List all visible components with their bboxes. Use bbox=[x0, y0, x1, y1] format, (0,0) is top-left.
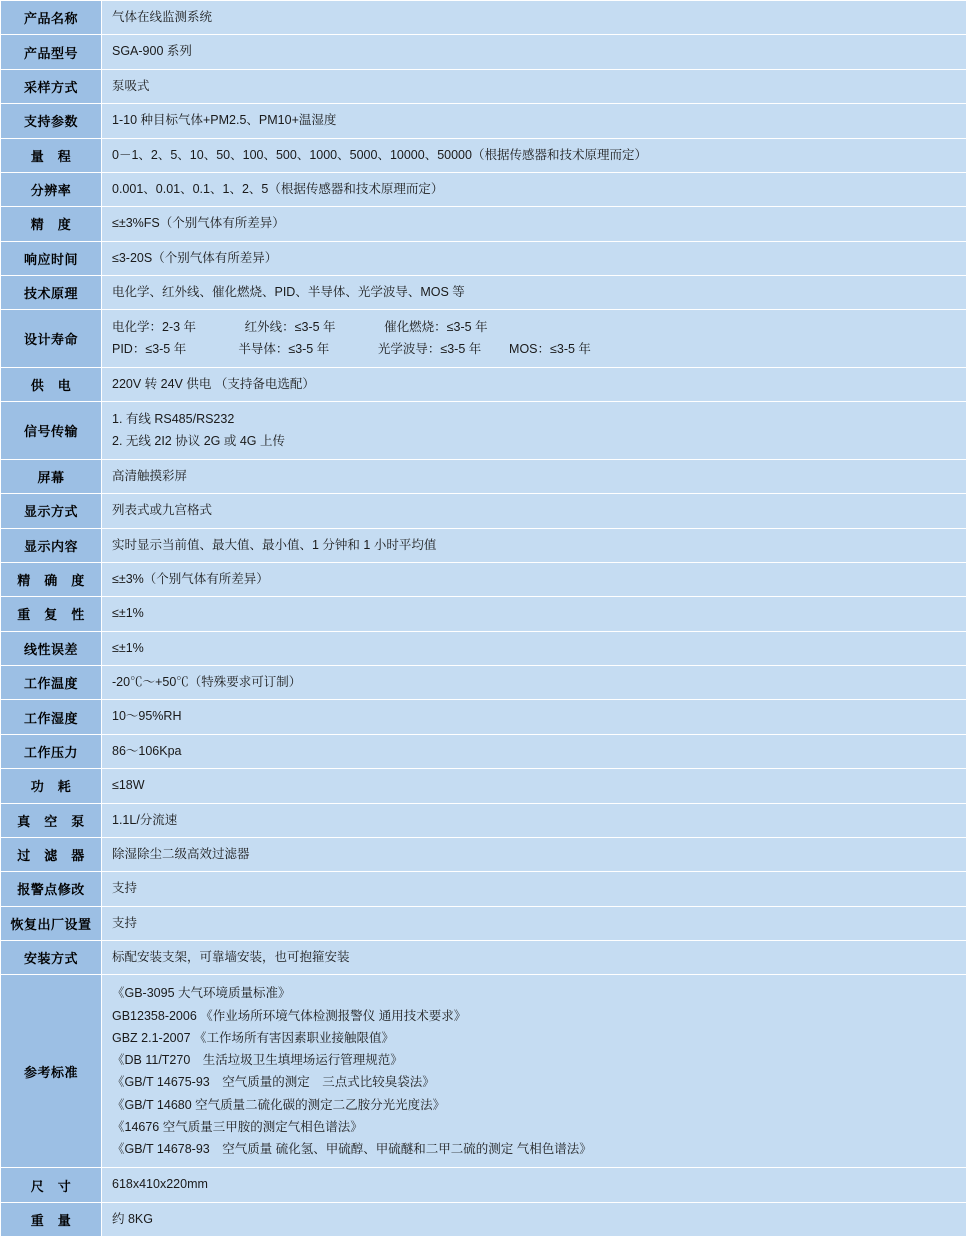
row-value bbox=[102, 700, 967, 734]
value-line: ≤±1% bbox=[112, 606, 144, 621]
specification-table-body bbox=[1, 1, 967, 1237]
table-row bbox=[1, 528, 967, 562]
row-label: 采样方式 bbox=[1, 69, 102, 103]
value-line: 电化学：2-3 年 红外线：≤3-5 年 催化燃烧：≤3-5 年 bbox=[112, 320, 488, 335]
value-line: ≤±1% bbox=[112, 640, 144, 655]
table-row bbox=[1, 207, 967, 241]
table-row bbox=[1, 734, 967, 768]
row-label: 分辨率 bbox=[1, 172, 102, 206]
row-label: 显示内容 bbox=[1, 528, 102, 562]
row-label: 尺 寸 bbox=[1, 1168, 102, 1202]
table-row bbox=[1, 310, 967, 368]
row-label: 真 空 泵 bbox=[1, 803, 102, 837]
row-value bbox=[102, 906, 967, 940]
row-value bbox=[102, 367, 967, 401]
table-row bbox=[1, 597, 967, 631]
value-line: 《GB/T 14680 空气质量二硫化碳的测定二乙胺分光光度法》 bbox=[112, 1097, 446, 1112]
row-value bbox=[102, 803, 967, 837]
value-line: GB12358-2006 《作业场所环境气体检测报警仪 通用技术要求》 bbox=[112, 1008, 467, 1023]
row-label: 功 耗 bbox=[1, 769, 102, 803]
value-line: 2. 无线 2I2 协议 2G 或 4G 上传 bbox=[112, 433, 285, 448]
value-line: GBZ 2.1-2007 《工作场所有害因素职业接触限值》 bbox=[112, 1030, 394, 1045]
row-value bbox=[102, 172, 967, 206]
value-line: 《14676 空气质量三甲胺的测定气相色谱法》 bbox=[112, 1119, 363, 1134]
row-label: 工作温度 bbox=[1, 666, 102, 700]
value-line: 标配安装支架，可靠墙安装，也可抱箍安装 bbox=[112, 950, 350, 964]
value-line: 除湿除尘二级高效过滤器 bbox=[112, 846, 250, 861]
table-row bbox=[1, 941, 967, 975]
value-line: 0.001、0.01、0.1、1、2、5（根据传感器和技术原理而定） bbox=[112, 181, 444, 196]
row-value bbox=[102, 769, 967, 803]
row-label: 工作湿度 bbox=[1, 700, 102, 734]
table-row bbox=[1, 241, 967, 275]
value-line: 支持 bbox=[112, 915, 138, 930]
value-line: 618x410x220mm bbox=[112, 1177, 208, 1192]
row-value bbox=[102, 1, 967, 35]
row-value bbox=[102, 402, 967, 460]
value-line: 实时显示当前值、最大值、最小值、1 分钟和 1 小时平均值 bbox=[112, 537, 437, 552]
table-row bbox=[1, 803, 967, 837]
value-line: 列表式或九宫格式 bbox=[112, 503, 213, 518]
row-label: 重 复 性 bbox=[1, 597, 102, 631]
value-line: ≤3-20S（个别气体有所差异） bbox=[112, 250, 278, 265]
row-label: 恢复出厂设置 bbox=[1, 906, 102, 940]
row-label: 信号传输 bbox=[1, 402, 102, 460]
table-row bbox=[1, 906, 967, 940]
value-line: 《GB-3095 大气环境质量标准》 bbox=[112, 986, 291, 1001]
row-value bbox=[102, 941, 967, 975]
value-line: 10～95%RH bbox=[112, 709, 182, 724]
value-line: 气体在线监测系统 bbox=[112, 10, 213, 24]
table-row bbox=[1, 700, 967, 734]
row-value bbox=[102, 872, 967, 906]
value-line: 0－1、2、5、10、50、100、500、1000、5000、10000、50000（根据传感器和技术原理而定） bbox=[112, 147, 647, 162]
value-line: 高清触摸彩屏 bbox=[112, 468, 188, 483]
value-line: 1.1L/分流速 bbox=[112, 812, 178, 827]
value-line: 约 8KG bbox=[112, 1211, 153, 1226]
table-row bbox=[1, 975, 967, 1168]
row-value bbox=[102, 494, 967, 528]
row-label: 支持参数 bbox=[1, 104, 102, 138]
value-line: PID：≤3-5 年 半导体：≤3-5 年 光学波导：≤3-5 年 MOS：≤3-5 年 bbox=[112, 341, 591, 356]
value-line: ≤±3%（个别气体有所差异） bbox=[112, 571, 269, 586]
row-label: 精 度 bbox=[1, 207, 102, 241]
row-label: 过 滤 器 bbox=[1, 837, 102, 871]
row-label: 工作压力 bbox=[1, 734, 102, 768]
row-label: 响应时间 bbox=[1, 241, 102, 275]
row-label: 产品名称 bbox=[1, 1, 102, 35]
row-label: 设计寿命 bbox=[1, 310, 102, 368]
value-line: 支持 bbox=[112, 881, 138, 896]
table-row bbox=[1, 138, 967, 172]
row-value bbox=[102, 241, 967, 275]
table-row bbox=[1, 172, 967, 206]
row-value bbox=[102, 104, 967, 138]
row-value bbox=[102, 276, 967, 310]
row-label: 供 电 bbox=[1, 367, 102, 401]
table-row bbox=[1, 69, 967, 103]
row-value bbox=[102, 207, 967, 241]
row-value bbox=[102, 597, 967, 631]
row-value bbox=[102, 734, 967, 768]
value-line: ≤18W bbox=[112, 778, 145, 793]
row-value bbox=[102, 459, 967, 493]
row-label: 精 确 度 bbox=[1, 562, 102, 596]
table-row bbox=[1, 1168, 967, 1202]
table-row bbox=[1, 276, 967, 310]
row-value bbox=[102, 975, 967, 1168]
row-label: 技术原理 bbox=[1, 276, 102, 310]
value-line: -20℃～+50℃（特殊要求可订制） bbox=[112, 675, 302, 689]
row-label: 安装方式 bbox=[1, 941, 102, 975]
value-line: 1-10 种目标气体+PM2.5、PM10+温湿度 bbox=[112, 113, 337, 128]
table-row bbox=[1, 494, 967, 528]
row-label: 线性误差 bbox=[1, 631, 102, 665]
table-row bbox=[1, 631, 967, 665]
value-line: 泵吸式 bbox=[112, 78, 150, 93]
row-value bbox=[102, 1168, 967, 1202]
row-value bbox=[102, 35, 967, 69]
row-label: 显示方式 bbox=[1, 494, 102, 528]
row-label: 产品型号 bbox=[1, 35, 102, 69]
value-line: 《GB/T 14678-93 空气质量 硫化氢、甲硫醇、甲硫醚和二甲二硫的测定 气相色谱法》 bbox=[112, 1142, 592, 1157]
row-value bbox=[102, 528, 967, 562]
value-line: 电化学、红外线、催化燃烧、PID、半导体、光学波导、MOS 等 bbox=[112, 285, 465, 299]
table-row bbox=[1, 1, 967, 35]
row-label: 量 程 bbox=[1, 138, 102, 172]
value-line: 1. 有线 RS485/RS232 bbox=[112, 412, 235, 427]
table-row bbox=[1, 666, 967, 700]
row-value bbox=[102, 666, 967, 700]
table-row bbox=[1, 562, 967, 596]
row-value bbox=[102, 1202, 967, 1236]
value-line: 86～106Kpa bbox=[112, 743, 182, 758]
table-row bbox=[1, 872, 967, 906]
table-row bbox=[1, 1202, 967, 1236]
row-value bbox=[102, 562, 967, 596]
row-value bbox=[102, 138, 967, 172]
row-label: 参考标准 bbox=[1, 975, 102, 1168]
row-value bbox=[102, 631, 967, 665]
table-row bbox=[1, 769, 967, 803]
row-label: 重 量 bbox=[1, 1202, 102, 1236]
row-value bbox=[102, 69, 967, 103]
row-value bbox=[102, 837, 967, 871]
value-line: SGA-900 系列 bbox=[112, 44, 192, 59]
table-row bbox=[1, 104, 967, 138]
table-row bbox=[1, 459, 967, 493]
value-line: 《GB/T 14675-93 空气质量的测定 三点式比较臭袋法》 bbox=[112, 1075, 435, 1090]
table-row bbox=[1, 837, 967, 871]
value-line: ≤±3%FS（个别气体有所差异） bbox=[112, 216, 285, 231]
table-row bbox=[1, 402, 967, 460]
row-value bbox=[102, 310, 967, 368]
value-line: 220V 转 24V 供电 （支持备电选配） bbox=[112, 376, 315, 391]
value-line: 《DB 11/T270 生活垃圾卫生填埋场运行管理规范》 bbox=[112, 1053, 403, 1068]
row-label: 报警点修改 bbox=[1, 872, 102, 906]
table-row bbox=[1, 367, 967, 401]
table-row bbox=[1, 35, 967, 69]
row-label: 屏幕 bbox=[1, 459, 102, 493]
